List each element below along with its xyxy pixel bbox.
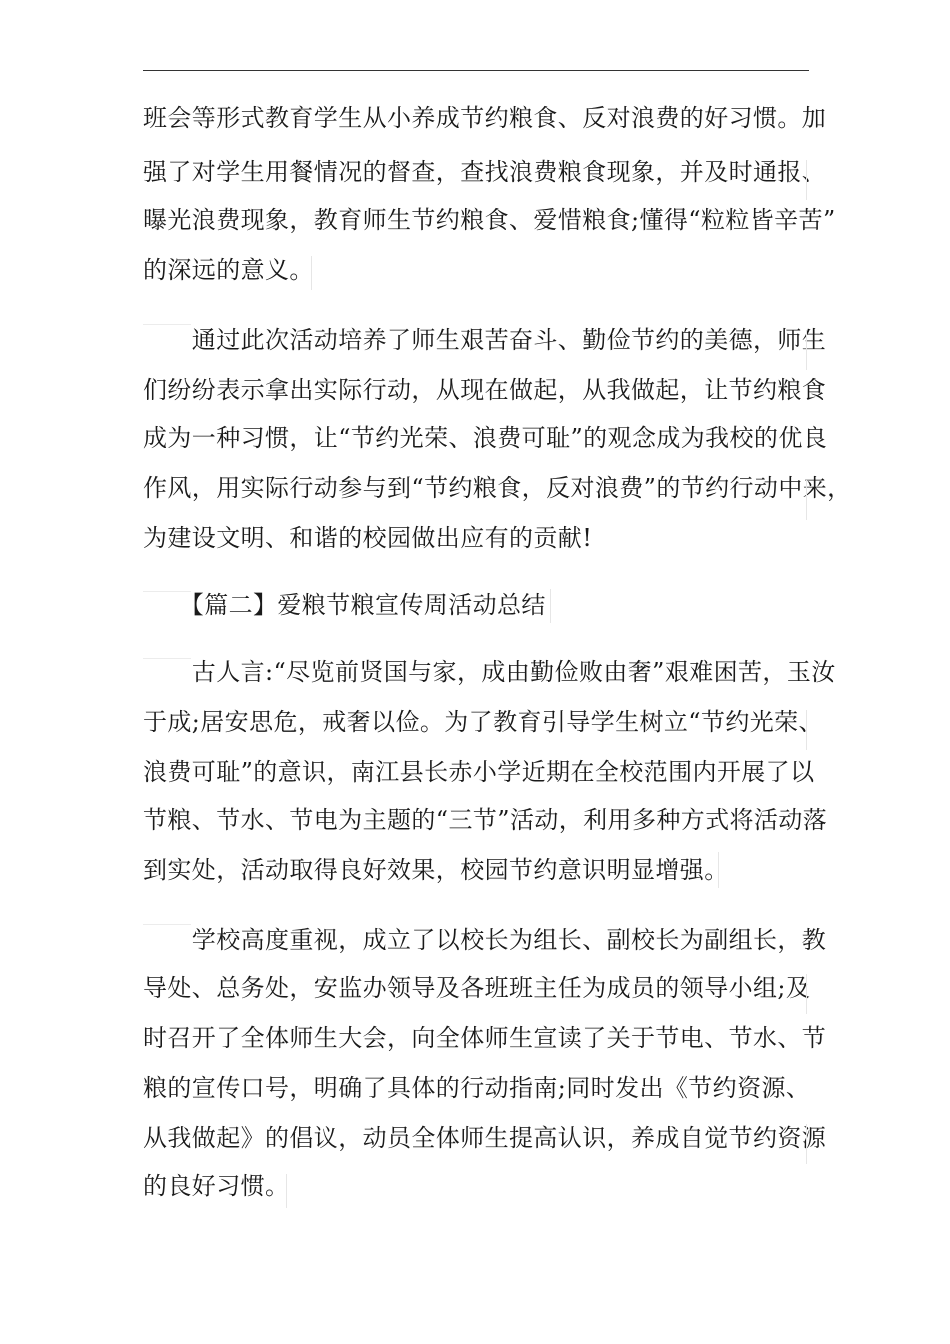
paragraph-line: 粮的宣传口号，明确了具体的行动指南;同时发出《节约资源、 [143,1074,811,1102]
paragraph-line: 节粮、节水、节电为主题的“三节”活动，利用多种方式将活动落 [143,806,828,834]
paragraph-line: 浪费可耻”的意识，南江县长赤小学近期在全校范围内开展了以 [143,758,815,786]
paragraph-line: 为建设文明、和谐的校园做出应有的贡献! [143,524,593,552]
paragraph-line: 学校高度重视，成立了以校长为组长、副校长为副组长，教 [143,926,827,954]
paragraph-2 [143,320,852,560]
text-box-edge [806,480,807,520]
text-box-edge [311,256,312,290]
paragraph-line: 导处、总务处，安监办领导及各班班主任为成员的领导小组;及 [143,974,811,1002]
section-heading [143,585,815,625]
paragraph-line: 古人言:“尽览前贤国与家，成由勤俭败由奢”艰难困苦，玉汝 [143,658,836,686]
paragraph-line: 到实处，活动取得良好效果，校园节约意识明显增强。 [143,856,729,884]
paragraph-line: 强了对学生用餐情况的督查，查找浪费粮食现象，并及时通报、 [143,158,827,186]
paragraph-line: 时召开了全体师生大会，向全体师生宣读了关于节电、节水、节 [143,1024,827,1052]
paragraph-line: 作风，用实际行动参与到“节约粮食，反对浪费”的节约行动中来， [143,474,852,502]
text-box-edge [806,710,807,750]
paragraph-line: 们纷纷表示拿出实际行动，从现在做起，从我做起，让节约粮食 [143,376,827,404]
paragraph-line: 曝光浪费现象，教育师生节约粮食、爱惜粮食;懂得“粒粒皆辛苦” [143,206,836,234]
paragraph-line: 班会等形式教育学生从小养成节约粮食、反对浪费的好习惯。加 [143,104,827,132]
paragraph-4 [143,920,827,1220]
paragraph-line: 从我做起》的倡议，动员全体师生提高认识，养成自觉节约资源 [143,1124,827,1152]
paragraph-line: 成为一种习惯，让“节约光荣、浪费可耻”的观念成为我校的优良 [143,424,828,452]
text-box-edge [806,330,807,370]
paragraph-line: 于成;居安思危，戒奢以俭。为了教育引导学生树立“节约光荣、 [143,708,823,736]
header-rule [143,70,809,71]
section-heading-text: 【篇二】爱粮节粮宣传周活动总结 [143,591,546,619]
paragraph-1 [143,98,836,293]
paragraph-line: 的良好习惯。 [143,1172,290,1200]
text-box-edge [806,160,807,200]
text-box-edge [286,1174,287,1208]
paragraph-line: 通过此次活动培养了师生艰苦奋斗、勤俭节约的美德，师生 [143,326,827,354]
text-box-edge [806,1124,807,1164]
paragraph-line: 的深远的意义。 [143,256,314,284]
text-box-edge [718,852,719,888]
text-box-edge [550,589,551,623]
text-box-edge [806,974,807,1014]
paragraph-3 [143,652,836,892]
